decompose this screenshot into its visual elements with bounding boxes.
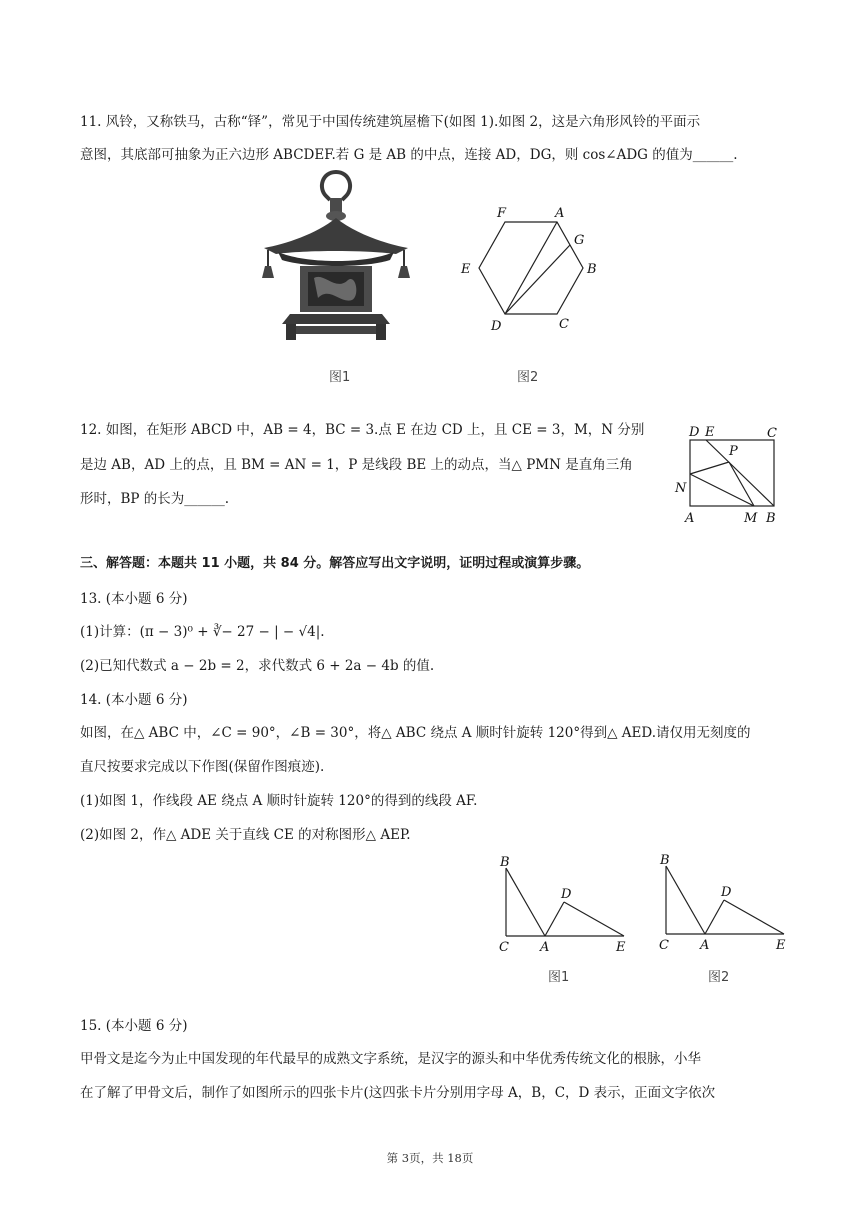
fig2-label-A: A (700, 938, 710, 953)
rect-label-C: C (767, 426, 777, 441)
hex-label-D: D (491, 319, 502, 334)
q12-line3: 形时，BP 的长为______. (80, 491, 230, 507)
wind-chime-lantern-image (256, 168, 416, 344)
q14-fig1-caption: 图1 (548, 970, 570, 985)
fig1-label-D: D (561, 887, 572, 902)
fig2-label-D: D (721, 885, 732, 900)
hexagon-diagram (455, 198, 605, 338)
q14-title: 14. (本小题 6 分) (80, 692, 188, 708)
q14-part2: (2)如图 2，作△ ADE 关于直线 CE 的对称图形△ AEP. (80, 827, 411, 843)
rectangle-diagram (674, 420, 786, 530)
hex-label-E: E (461, 262, 471, 277)
fig1-label-C: C (499, 940, 509, 955)
rect-label-D: D (689, 425, 700, 440)
rect-label-A: A (685, 511, 695, 526)
hex-label-F: F (497, 206, 507, 221)
q13-part1: (1)计算：(π − 3)⁰ + ∛− 27 − | − √4|. (80, 624, 325, 640)
fig2-label-E: E (776, 938, 786, 953)
q11-fig2-caption: 图2 (517, 370, 539, 385)
q13-part2: (2)已知代数式 a − 2b = 2，求代数式 6 + 2a − 4b 的值. (80, 658, 435, 674)
hex-label-B: B (587, 262, 597, 277)
fig1-label-E: E (616, 940, 626, 955)
rect-label-P: P (729, 444, 738, 459)
q14-line2: 直尺按要求完成以下作图(保留作图痕迹). (80, 759, 325, 775)
hex-label-G: G (574, 233, 585, 248)
rect-label-N: N (675, 481, 687, 496)
q12-line2: 是边 AB，AD 上的点，且 BM = AN = 1，P 是线段 BE 上的动点，当△ PMN 是直角三角 (80, 457, 633, 473)
q11-line1: 11. 风铃，又称铁马，古称“铎”，常见于中国传统建筑屋檐下(如图 1).如图 2，这是六角形风铃的平面示 (80, 114, 701, 130)
hex-label-C: C (559, 317, 569, 332)
hex-label-A: A (555, 206, 565, 221)
q15-line2: 在了解了甲骨文后，制作了如图所示的四张卡片(这四张卡片分别用字母 A，B，C，D 表示，正面文字依次 (80, 1085, 716, 1101)
q11-line2: 意图，其底部可抽象为正六边形 ABCDEF.若 G 是 AB 的中点，连接 AD，DG，则 cos∠ADG 的值为______. (80, 147, 738, 163)
rect-label-E: E (705, 425, 715, 440)
rect-label-B: B (766, 511, 776, 526)
q14-line1: 如图，在△ ABC 中，∠C = 90°，∠B = 30°，将△ ABC 绕点 A 顺时针旋转 120°得到△ AED.请仅用无刻度的 (80, 725, 751, 741)
q14-part1: (1)如图 1，作线段 AE 绕点 A 顺时针旋转 120°的得到的线段 AF. (80, 793, 478, 809)
q15-line1: 甲骨文是迄今为止中国发现的年代最早的成熟文字系统，是汉字的源头和中华优秀传统文化的根脉，小华 (80, 1051, 701, 1067)
fig1-label-B: B (500, 855, 510, 870)
fig1-label-A: A (540, 940, 550, 955)
fig2-label-C: C (659, 938, 669, 953)
rect-label-M: M (744, 511, 758, 526)
triangle-diagram-fig2 (656, 850, 794, 954)
page-footer: 第 3页，共 18页 (386, 1151, 474, 1165)
q15-title: 15. (本小题 6 分) (80, 1018, 188, 1034)
triangle-diagram-fig1 (496, 852, 634, 956)
q11-fig1-caption: 图1 (329, 370, 351, 385)
q12-line1: 12. 如图，在矩形 ABCD 中，AB = 4，BC = 3.点 E 在边 CD 上，且 CE = 3，M，N 分别 (80, 422, 645, 438)
q13-title: 13. (本小题 6 分) (80, 591, 188, 607)
section-heading: 三、解答题：本题共 11 小题，共 84 分。解答应写出文字说明，证明过程或演算步骤。 (80, 556, 590, 571)
q14-fig2-caption: 图2 (708, 970, 730, 985)
fig2-label-B: B (660, 853, 670, 868)
